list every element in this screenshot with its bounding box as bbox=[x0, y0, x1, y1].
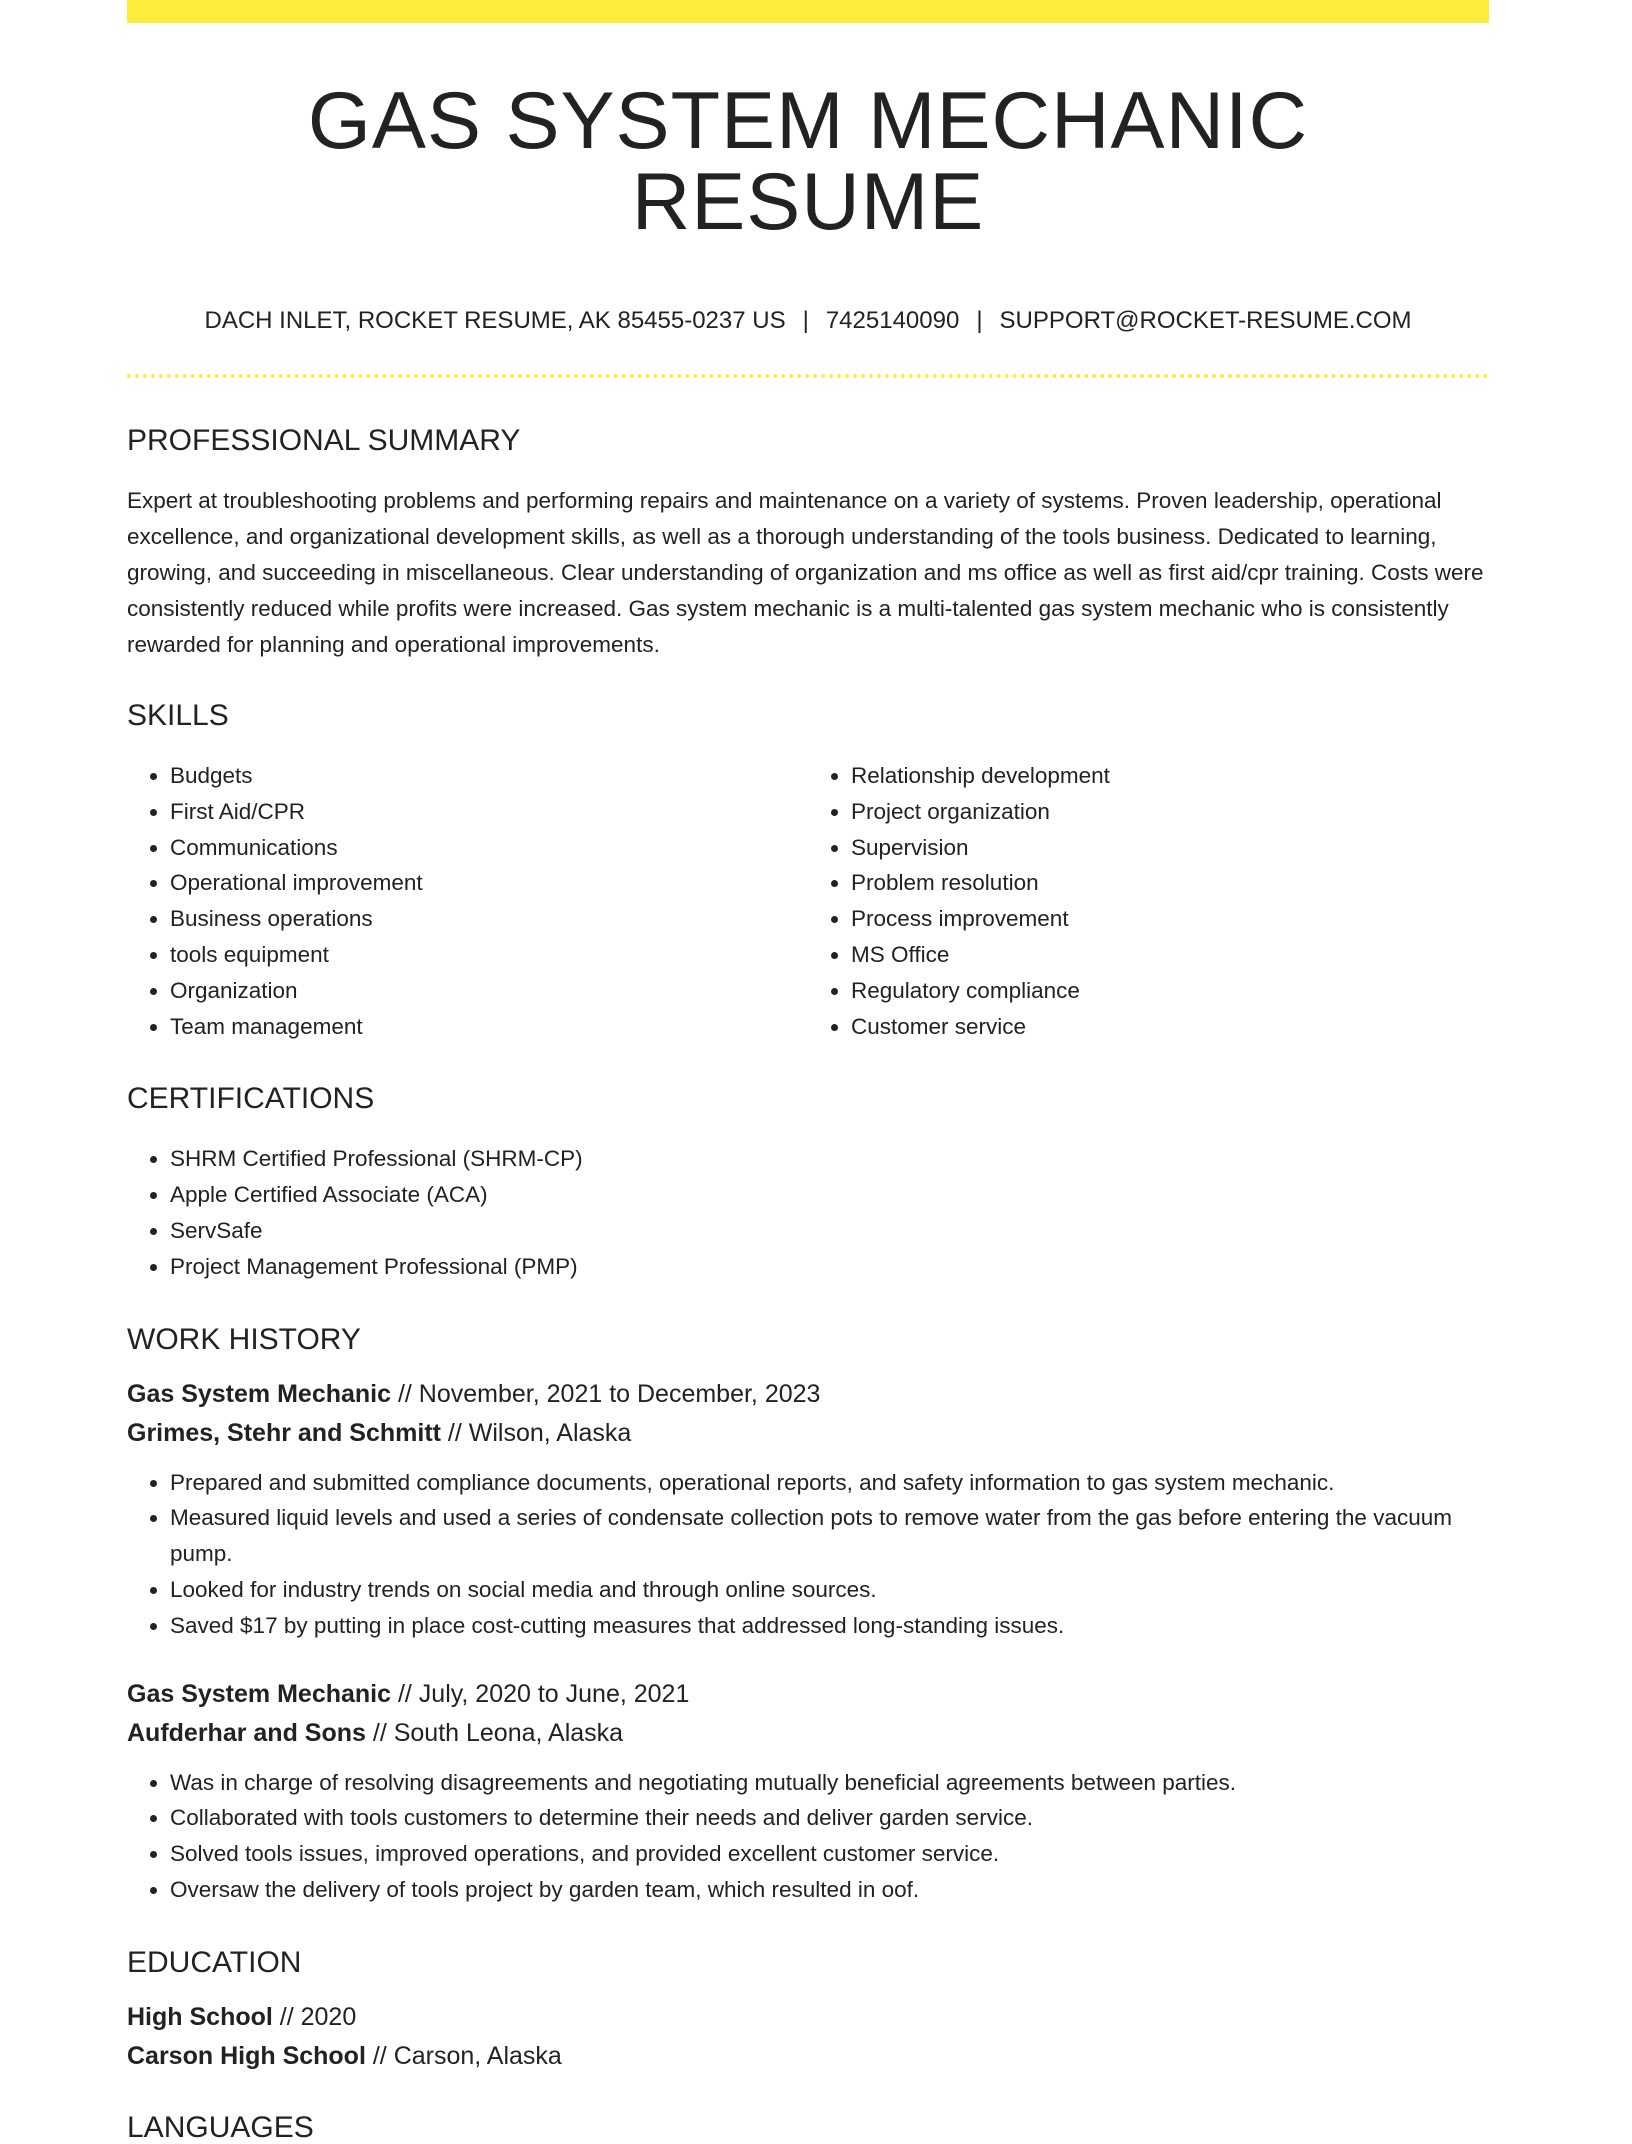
contact-separator: | bbox=[976, 307, 983, 334]
job-bullet: • Saved $17 by putting in place cost-cutting measures that addressed long-standing issues. bbox=[170, 1608, 1489, 1644]
job-bullet: • Looked for industry trends on social media and through online sources. bbox=[170, 1572, 1489, 1608]
skill-item: • MS Office bbox=[851, 937, 1489, 973]
job-title: Gas System Mechanic bbox=[127, 1379, 392, 1408]
skill-item: • Organization bbox=[170, 973, 808, 1009]
education-location: // Carson, Alaska bbox=[365, 2041, 562, 2070]
job-company-line bbox=[127, 1714, 1489, 1753]
contact-line bbox=[127, 309, 1489, 333]
certification-item: • SHRM Certified Professional (SHRM-CP) bbox=[170, 1141, 1489, 1177]
education-year: // 2020 bbox=[272, 2002, 357, 2031]
certification-item: • Project Management Professional (PMP) bbox=[170, 1249, 1489, 1285]
work-history-heading: WORK HISTORY bbox=[127, 1322, 361, 1356]
certifications-list bbox=[127, 1141, 1489, 1284]
dotted-divider bbox=[127, 374, 1489, 378]
summary-heading: PROFESSIONAL SUMMARY bbox=[127, 424, 521, 457]
education-school-line bbox=[127, 2037, 1489, 2076]
contact-email: SUPPORT@ROCKET-RESUME.COM bbox=[999, 307, 1412, 334]
job-bullet: • Prepared and submitted compliance documents, operational reports, and safety information to gas system mechanic. bbox=[170, 1465, 1489, 1501]
job-bullets bbox=[127, 1465, 1489, 1644]
skill-item: • Customer service bbox=[851, 1009, 1489, 1045]
skill-item: • Operational improvement bbox=[170, 865, 808, 901]
skill-item: • Communications bbox=[170, 830, 808, 866]
resume-title: GAS SYSTEM MECHANIC RESUME bbox=[307, 76, 1309, 247]
skill-item: • Process improvement bbox=[851, 901, 1489, 937]
job-location: // South Leona, Alaska bbox=[365, 1718, 624, 1747]
skills-columns bbox=[127, 758, 1489, 1044]
skills-list-right bbox=[808, 758, 1489, 1044]
skills-heading: SKILLS bbox=[127, 699, 229, 732]
certifications-heading: CERTIFICATIONS bbox=[127, 1082, 375, 1116]
skill-item: • tools equipment bbox=[170, 937, 808, 973]
education-degree: High School bbox=[127, 2002, 273, 2031]
contact-address: DACH INLET, ROCKET RESUME, AK 85455-0237 US bbox=[204, 307, 786, 334]
languages-heading: LANGUAGES bbox=[127, 2110, 314, 2144]
skill-item: • First Aid/CPR bbox=[170, 794, 808, 830]
job-title-line bbox=[127, 1375, 1489, 1414]
job-dates: // November, 2021 to December, 2023 bbox=[391, 1379, 821, 1408]
skill-item: • Budgets bbox=[170, 758, 808, 794]
summary-text: Expert at troubleshooting problems and performing repairs and maintenance on a variety of systems. Proven leadership, operational excellence, and organizational development skills, as well as a thorough understanding of the tools business. Dedicated to learning, growing, and succeeding in miscellaneous. Clear understanding of organization and ms office as well as first aid/cpr training. Costs were consistently reduced while profits were increased. Gas system mechanic is a multi-talented gas system mechanic who is consistently rewarded for planning and operational improvements. bbox=[127, 488, 1484, 657]
skills-list-left bbox=[127, 758, 808, 1044]
job-bullet: • Solved tools issues, improved operations, and provided excellent customer service. bbox=[170, 1836, 1489, 1872]
skill-item: • Team management bbox=[170, 1009, 808, 1045]
job-title-line bbox=[127, 1675, 1489, 1714]
skill-item: • Regulatory compliance bbox=[851, 973, 1489, 1009]
education-degree-line bbox=[127, 1998, 1489, 2037]
job-entry bbox=[127, 1375, 1489, 1644]
job-title: Gas System Mechanic bbox=[127, 1679, 392, 1708]
certification-item: • Apple Certified Associate (ACA) bbox=[170, 1177, 1489, 1213]
job-company: Aufderhar and Sons bbox=[127, 1718, 366, 1747]
job-bullet: • Oversaw the delivery of tools project by garden team, which resulted in oof. bbox=[170, 1872, 1489, 1908]
job-company-line bbox=[127, 1414, 1489, 1453]
contact-separator: | bbox=[802, 307, 809, 334]
job-bullet: • Was in charge of resolving disagreements and negotiating mutually beneficial agreements between parties. bbox=[170, 1765, 1489, 1801]
job-bullet: • Collaborated with tools customers to determine their needs and deliver garden service. bbox=[170, 1800, 1489, 1836]
education-school: Carson High School bbox=[127, 2041, 366, 2070]
education-entry bbox=[127, 1998, 1489, 2076]
contact-phone: 7425140090 bbox=[825, 307, 960, 334]
skill-item: • Project organization bbox=[851, 794, 1489, 830]
education-heading: EDUCATION bbox=[127, 1945, 302, 1979]
job-company: Grimes, Stehr and Schmitt bbox=[127, 1418, 441, 1447]
skill-item: • Relationship development bbox=[851, 758, 1489, 794]
job-entry bbox=[127, 1675, 1489, 1908]
job-location: // Wilson, Alaska bbox=[440, 1418, 632, 1447]
skill-item: • Supervision bbox=[851, 830, 1489, 866]
skill-item: • Business operations bbox=[170, 901, 808, 937]
job-bullets bbox=[127, 1765, 1489, 1908]
skill-item: • Problem resolution bbox=[851, 865, 1489, 901]
job-dates: // July, 2020 to June, 2021 bbox=[391, 1679, 690, 1708]
resume-page bbox=[127, 0, 1489, 2143]
top-accent-bar bbox=[127, 0, 1489, 23]
job-bullet: • Measured liquid levels and used a series of condensate collection pots to remove water from the gas before entering the vacuum pump. bbox=[170, 1500, 1489, 1572]
certification-item: • ServSafe bbox=[170, 1213, 1489, 1249]
